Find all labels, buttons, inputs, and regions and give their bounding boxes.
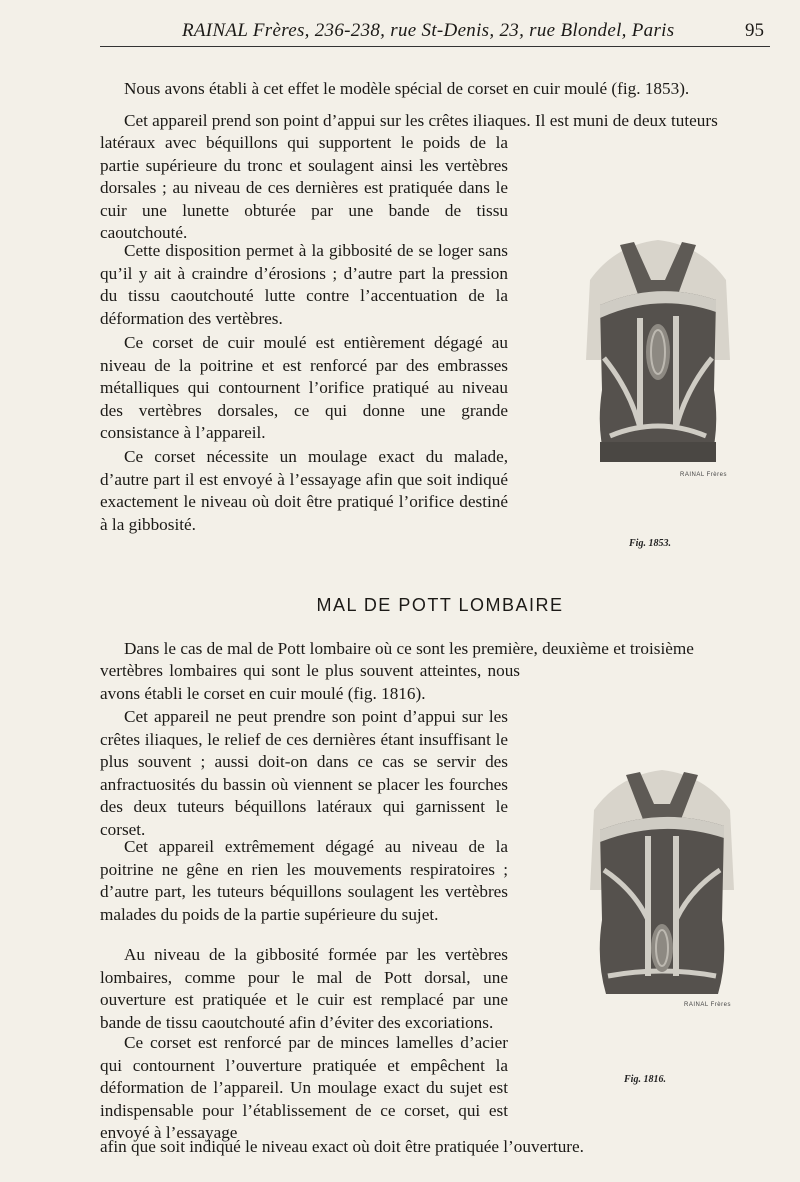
- corset-dorsal-illustration: [570, 240, 746, 470]
- section-heading: MAL DE POTT LOMBAIRE: [316, 595, 564, 615]
- paragraph-support-line1: Cet appareil prend son point d’appui sur les crêtes iliaques. Il est muni de deux tuteurs: [124, 111, 718, 130]
- figure-1816-caption: Fig. 1816.: [624, 1074, 666, 1085]
- corset-lumbar-illustration: [574, 770, 750, 1000]
- paragraph-fitting: Ce corset nécessite un moulage exact du malade, d’autre part il est envoyé à l’essayage afin que soit indiqué exactement le niveau où doit être pratiqué l’orifice destiné à la gibbosité.: [100, 447, 508, 534]
- figure-1853-caption: Fig. 1853.: [629, 538, 671, 549]
- paragraph-respiration: Cet appareil extrêmement dégagé au niveau de la poitrine ne gêne en rien les mouvements respiratoires ; d’autre part, les tuteurs béquillons soulagent les vertèbres malades du poids de la partie supérieure du sujet.: [100, 837, 508, 924]
- paragraph-steel: Ce corset est renforcé par de minces lamelles d’acier qui contournent l’ouverture pratiquée et empêchent la déformation de l’appareil. Un moulage exact du sujet est indispensable pour l’établissement de ce corset, qui est envoyé à l’essayage: [100, 1033, 508, 1143]
- paragraph-steel-last-line: afin que soit indiqué le niveau exact où doit être pratiquée l’ouverture.: [100, 1137, 584, 1156]
- paragraph-lumbar-line1: Dans le cas de mal de Pott lombaire où ce sont les première, deuxième et troisième: [124, 639, 694, 658]
- running-header: [100, 20, 770, 47]
- paragraph-gibbosity: Cette disposition permet à la gibbosité de se loger sans qu’il y ait à craindre d’érosions ; d’autre part la pression du tissu caoutchouté lutte contre l’accentuation de la déformation des vertèbres.: [100, 241, 508, 328]
- figure-1816-corset: [574, 770, 750, 1008]
- paragraph-lumbar: vertèbres lombaires qui sont le plus souvent atteintes, nous avons établi le corset en cuir moulé (fig. 1816).: [100, 661, 520, 703]
- figure-1853-corset: [570, 240, 746, 478]
- paragraph-iliac: Cet appareil ne peut prendre son point d’appui sur les crêtes iliaques, le relief de ces dernières étant insuffisant le plus souvent ; aussi doit-on dans ce cas se servir des anfractuosités du bassin où viennent se placer les fourches des deux tuteurs béquillons latéraux qui garnissent le corset.: [100, 707, 508, 839]
- header-title: RAINAL Frères, 236-238, rue St-Denis, 23, rue Blondel, Paris: [182, 20, 675, 41]
- paragraph-reinforcement: Ce corset de cuir moulé est entièrement dégagé au niveau de la poitrine et est renforcé par des embrasses métalliques qui contournent l’orifice pratiqué au niveau des vertèbres dorsales, ce qui donne une grande consistance à l’appareil.: [100, 333, 508, 443]
- paragraph-support: latéraux avec béquillons qui supportent le poids de la partie supérieure du tronc et soulagent ainsi les vertèbres dorsales ; au niveau de ces dernières est pratiquée dans le cuir une lunette obturée par une bande de tissu caoutchouté.: [100, 133, 508, 243]
- paragraph-intro: Nous avons établi à cet effet le modèle spécial de corset en cuir moulé (fig. 1853).: [124, 79, 690, 98]
- figure-1853-maker-mark: RAINAL Frères: [680, 472, 727, 478]
- page-number: 95: [745, 20, 764, 41]
- paragraph-opening: Au niveau de la gibbosité formée par les vertèbres lombaires, comme pour le mal de Pott dorsal, une ouverture est pratiquée et le cuir est remplacé par une bande de tissu caoutchouté afin d’éviter des excoriations.: [100, 945, 508, 1032]
- figure-1816-maker-mark: RAINAL Frères: [684, 1002, 731, 1008]
